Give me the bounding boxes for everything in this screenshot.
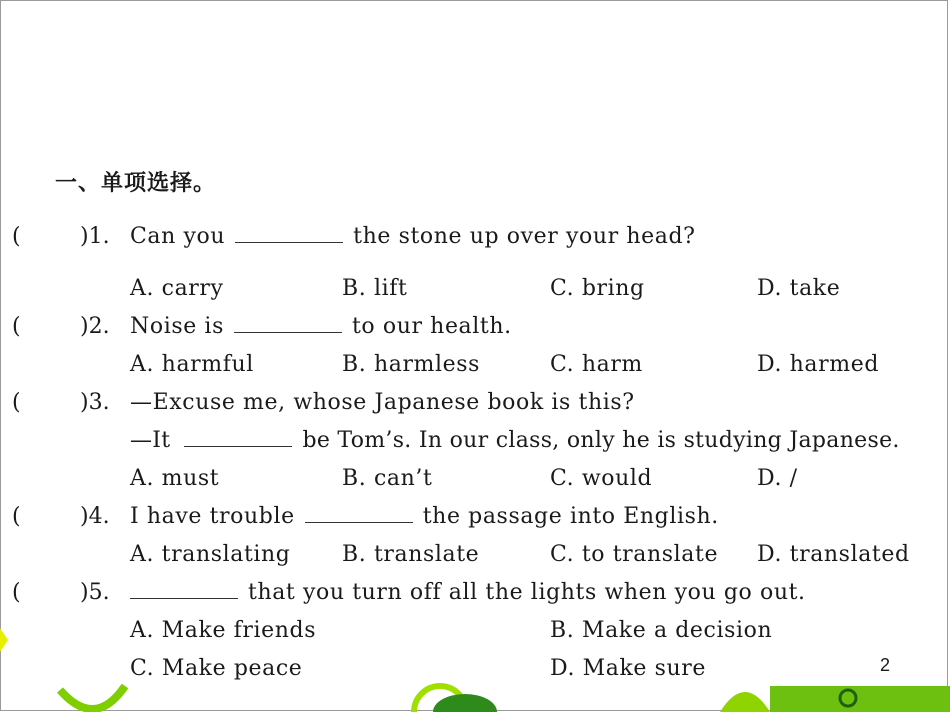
green-arc-icon [60,686,125,709]
answer-paren-3: ( [12,390,21,415]
question-2-pre: Noise is [130,314,224,339]
yellow-leaf-icon [0,628,8,652]
q4-option-a[interactable]: A. translating [130,542,291,567]
q4-option-b[interactable]: B. translate [342,542,480,567]
q5-option-c[interactable]: C. Make peace [130,656,303,681]
q5-option-a[interactable]: A. Make friends [130,618,317,643]
q2-option-d[interactable]: D. harmed [757,352,880,377]
q2-option-a[interactable]: A. harmful [130,352,254,377]
question-number-2: )2. [80,314,110,339]
q1-option-b[interactable]: B. lift [342,276,408,301]
page-number: 2 [880,655,891,675]
q5-option-b[interactable]: B. Make a decision [550,618,773,643]
section-title: 一、单项选择。 [55,171,217,196]
q1-option-d[interactable]: D. take [757,276,841,301]
blank-5[interactable] [130,580,238,599]
question-1-pre: Can you [130,224,226,249]
question-number-5: )5. [80,580,110,605]
question-5 [130,580,806,605]
question-1 [130,224,696,249]
q2-option-b[interactable]: B. harmless [342,352,481,377]
question-4 [130,504,719,529]
q1-option-a[interactable]: A. carry [130,276,224,301]
question-number-3: )3. [80,390,110,415]
q4-option-d[interactable]: D. translated [757,542,910,567]
question-3-line-1: —Excuse me, whose Japanese book is this? [130,390,635,415]
green-blob-icon [433,694,497,712]
question-3-post: be Tom’s. In our class, only he is studying Japanese. [302,428,900,453]
question-2 [130,314,512,339]
q1-option-c[interactable]: C. bring [550,276,645,301]
green-leaf-icon [720,692,770,712]
question-4-post: the passage into English. [422,504,719,529]
question-number-1: )1. [80,224,110,249]
decorative-bubbles-icon [0,620,950,712]
question-1-post: the stone up over your head? [353,224,696,249]
question-3-pre: —It [130,428,171,453]
question-4-pre: I have trouble [130,504,295,529]
q5-option-d[interactable]: D. Make sure [550,656,707,681]
answer-paren-5: ( [12,580,21,605]
blank-2[interactable] [234,314,342,333]
question-5-post: that you turn off all the lights when you go out. [248,580,806,605]
answer-paren-2: ( [12,314,21,339]
q3-option-c[interactable]: C. would [550,466,653,491]
q2-option-c[interactable]: C. harm [550,352,643,377]
blank-4[interactable] [305,504,413,523]
answer-paren-4: ( [12,504,21,529]
q3-option-d[interactable]: D. / [757,466,798,491]
blank-1[interactable] [235,224,343,243]
q4-option-c[interactable]: C. to translate [550,542,719,567]
green-band-icon [770,686,950,712]
question-2-post: to our health. [351,314,512,339]
blank-3[interactable] [184,428,292,447]
answer-paren-1: ( [12,224,21,249]
q3-option-a[interactable]: A. must [130,466,220,491]
q3-option-b[interactable]: B. can’t [342,466,433,491]
question-number-4: )4. [80,504,110,529]
question-3-line-2 [130,428,900,453]
